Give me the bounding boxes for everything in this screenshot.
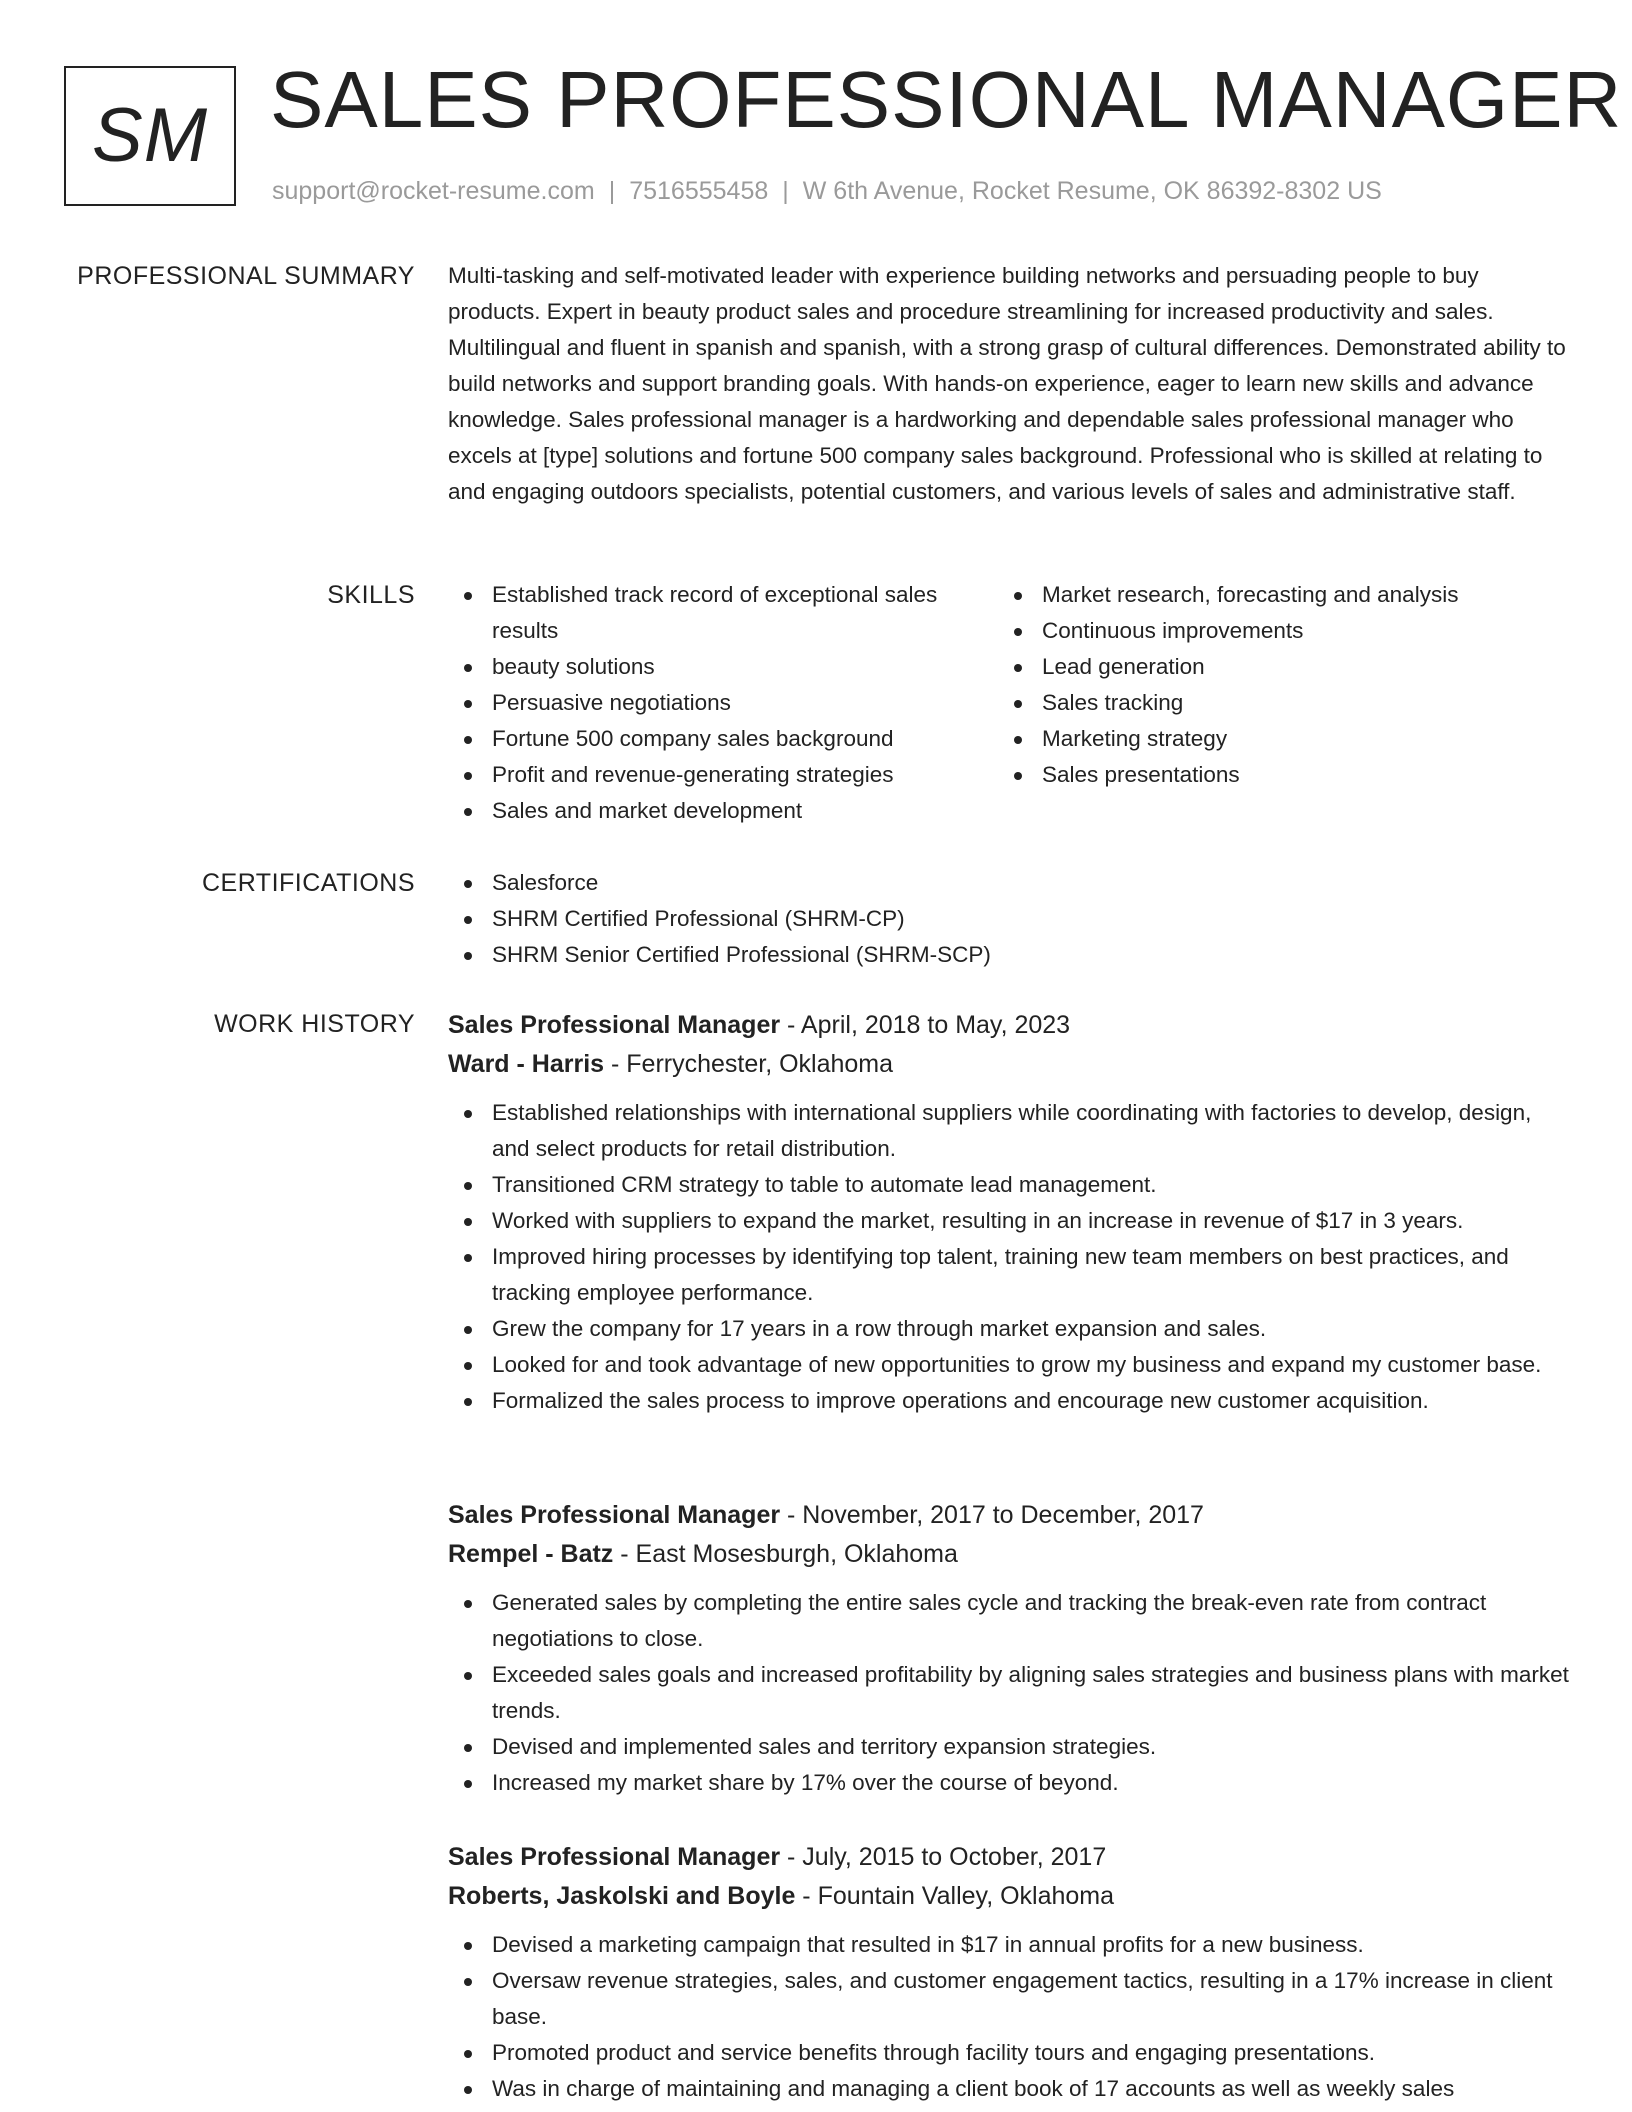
job-company-line xyxy=(448,1535,1572,1574)
skills-body xyxy=(448,577,1572,829)
job-role: Sales Professional Manager xyxy=(448,1011,781,1039)
job-bullet: Established relationships with international suppliers while coordinating with factories to develop, design, and select products for retail distribution. xyxy=(448,1095,1572,1167)
job-entry xyxy=(448,1838,1572,2107)
skills-heading: SKILLS xyxy=(327,581,415,609)
skills-list-right xyxy=(998,577,1558,829)
job-title-line xyxy=(448,1838,1572,1877)
job-bullet: Was in charge of maintaining and managing a client book of 17 accounts as well as weekly sales xyxy=(448,2071,1572,2107)
job-bullet: Exceeded sales goals and increased profitability by aligning sales strategies and business plans with market trends. xyxy=(448,1657,1572,1729)
contact-email: support@rocket-resume.com xyxy=(272,177,595,205)
job-role: Sales Professional Manager xyxy=(448,1501,781,1529)
job-dates: - November, 2017 to December, 2017 xyxy=(780,1501,1204,1529)
job-company: Roberts, Jaskolski and Boyle xyxy=(448,1882,796,1910)
summary-body xyxy=(448,258,1572,510)
job-bullet: Generated sales by completing the entire sales cycle and tracking the break-even rate from contract negotiations to close. xyxy=(448,1585,1572,1657)
certification-item: SHRM Senior Certified Professional (SHRM-SCP) xyxy=(448,937,1572,973)
job-location: - Fountain Valley, Oklahoma xyxy=(795,1882,1115,1910)
certifications-body xyxy=(448,865,1572,973)
contact-separator: | xyxy=(782,177,789,205)
job-title-line xyxy=(448,1006,1572,1045)
job-location: - East Mosesburgh, Oklahoma xyxy=(613,1540,958,1568)
monogram-box xyxy=(64,66,236,206)
job-company-line xyxy=(448,1877,1572,1916)
summary-heading: PROFESSIONAL SUMMARY xyxy=(77,262,415,290)
job-bullet: Increased my market share by 17% over the course of beyond. xyxy=(448,1765,1572,1801)
job-bullet: Promoted product and service benefits through facility tours and engaging presentations. xyxy=(448,2035,1572,2071)
skills-list-left xyxy=(448,577,998,829)
job-bullet: Devised and implemented sales and territory expansion strategies. xyxy=(448,1729,1572,1765)
job-entry xyxy=(448,1496,1572,1801)
certifications-heading: CERTIFICATIONS xyxy=(201,869,415,897)
job-location: - Ferrychester, Oklahoma xyxy=(604,1050,894,1078)
skill-item: Continuous improvements xyxy=(998,613,1558,649)
skill-item: Fortune 500 company sales background xyxy=(448,721,998,757)
job-role: Sales Professional Manager xyxy=(448,1843,781,1871)
job-bullets xyxy=(448,1927,1572,2107)
contact-line xyxy=(272,174,1382,208)
job-company: Rempel - Batz xyxy=(448,1540,614,1568)
job-bullet: Transitioned CRM strategy to table to automate lead management. xyxy=(448,1167,1572,1203)
job-bullet: Oversaw revenue strategies, sales, and customer engagement tactics, resulting in a 17% increase in client base. xyxy=(448,1963,1572,2035)
job-bullet: Looked for and took advantage of new opportunities to grow my business and expand my customer base. xyxy=(448,1347,1572,1383)
certification-item: SHRM Certified Professional (SHRM-CP) xyxy=(448,901,1572,937)
job-dates: - July, 2015 to October, 2017 xyxy=(780,1843,1107,1871)
job-company: Ward - Harris xyxy=(448,1050,605,1078)
job-entry xyxy=(448,1006,1572,1419)
job-title-line xyxy=(448,1496,1572,1535)
job-bullet: Improved hiring processes by identifying top talent, training new team members on best practices, and tracking employee performance. xyxy=(448,1239,1572,1311)
skill-item: Marketing strategy xyxy=(998,721,1558,757)
work-history-heading: WORK HISTORY xyxy=(214,1010,415,1038)
contact-separator: | xyxy=(608,177,616,205)
job-bullet: Grew the company for 17 years in a row through market expansion and sales. xyxy=(448,1311,1572,1347)
job-bullets xyxy=(448,1095,1572,1419)
skill-item: Sales presentations xyxy=(998,757,1558,793)
job-bullet: Formalized the sales process to improve operations and encourage new customer acquisition. xyxy=(448,1383,1572,1419)
skill-item: Sales and market development xyxy=(448,793,998,829)
job-bullet: Devised a marketing campaign that resulted in $17 in annual profits for a new business. xyxy=(448,1927,1572,1963)
certifications-list xyxy=(448,865,1572,973)
skill-item: Lead generation xyxy=(998,649,1558,685)
skill-item: Sales tracking xyxy=(998,685,1558,721)
certification-item: Salesforce xyxy=(448,865,1572,901)
skill-item: Persuasive negotiations xyxy=(448,685,998,721)
skill-item: Established track record of exceptional sales results xyxy=(448,577,998,649)
job-bullet: Worked with suppliers to expand the market, resulting in an increase in revenue of $17 in 3 years. xyxy=(448,1203,1572,1239)
job-company-line xyxy=(448,1045,1572,1084)
job-bullets xyxy=(448,1585,1572,1801)
job-dates: - April, 2018 to May, 2023 xyxy=(780,1011,1071,1039)
skill-item: Market research, forecasting and analysis xyxy=(998,577,1558,613)
skill-item: beauty solutions xyxy=(448,649,998,685)
summary-text: Multi-tasking and self-motivated leader with experience building networks and persuading people to buy products. Expert in beauty product sales and procedure streamlining for increased productivity and sales. Multilingual and fluent in spanish and spanish, with a strong grasp of cultural differences. Demonstrated ability to build networks and support branding goals. With hands-on experience, eager to learn new skills and advance knowledge. Sales professional manager is a hardworking and dependable sales professional manager who excels at [type] solutions and fortune 500 company sales background. Professional who is skilled at relating to and engaging outdoors specialists, potential customers, and various levels of sales and administrative staff. xyxy=(448,263,1566,504)
contact-phone: 7516555458 xyxy=(629,177,769,205)
candidate-name: SALES PROFESSIONAL MANAGER xyxy=(270,55,1623,144)
monogram-initials: SM xyxy=(92,93,208,178)
skill-item: Profit and revenue-generating strategies xyxy=(448,757,998,793)
contact-address: W 6th Avenue, Rocket Resume, OK 86392-8302 US xyxy=(802,177,1382,205)
